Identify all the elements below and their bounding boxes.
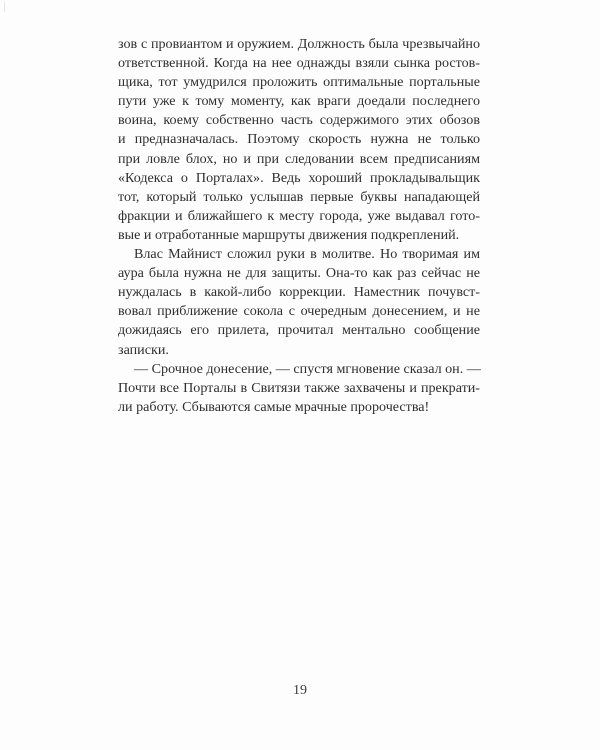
page-corner-mark [4,2,15,12]
text-line: пути уже к тому моменту, как враги доедали последнего [118,93,480,110]
text-line: «Кодекса о Порталах». Ведь хороший прокладывальщик [118,169,480,186]
text-line: и предназначалась. Поэтому скорость нужна не только [118,131,480,148]
text-line: щика, тот умудрился проложить оптимальные портальные [118,74,480,91]
text-line: нуждалась в какой-либо коррекции. Наместник почувст- [118,284,480,301]
page-text [118,35,480,417]
text-line: аура была нужна не для защиты. Она-то как раз сейчас не [118,265,480,282]
text-line: вые и отработанные маршруты движения подкреплений. [118,226,460,243]
text-line: ли работу. Сбываются самые мрачные пророчества! [118,398,430,415]
text-line: зов с провиантом и оружием. Должность была чрезвычайно [118,36,480,52]
text-line: при ловле блох, но и при следовании всем предписаниям [118,150,480,167]
text-line: вовал приближение сокола с очередным донесением, и не [118,303,480,320]
text-line: записки. [118,341,169,358]
text-line: Влас Майнист сложил руки в молитве. Но творимая им [134,246,480,263]
text-line: фракции и ближайшего к месту города, уже выдавал гото- [118,207,480,224]
text-line: воина, коему собственно часть содержимого этих обозов [118,112,480,129]
text-line: ответственной. Когда на нее однажды взяли сынка ростов- [118,55,480,72]
text-line: тот, который только услышав первые буквы нападающей [118,188,480,205]
text-line: дожидаясь его прилета, прочитал ментально сообщение [118,322,480,339]
text-line: — Срочное донесение, — спустя мгновение сказал он. — [134,360,481,377]
text-line: Почти все Порталы в Свитязи также захвачены и прекрати- [118,379,480,396]
page-number: 19 [293,683,307,698]
